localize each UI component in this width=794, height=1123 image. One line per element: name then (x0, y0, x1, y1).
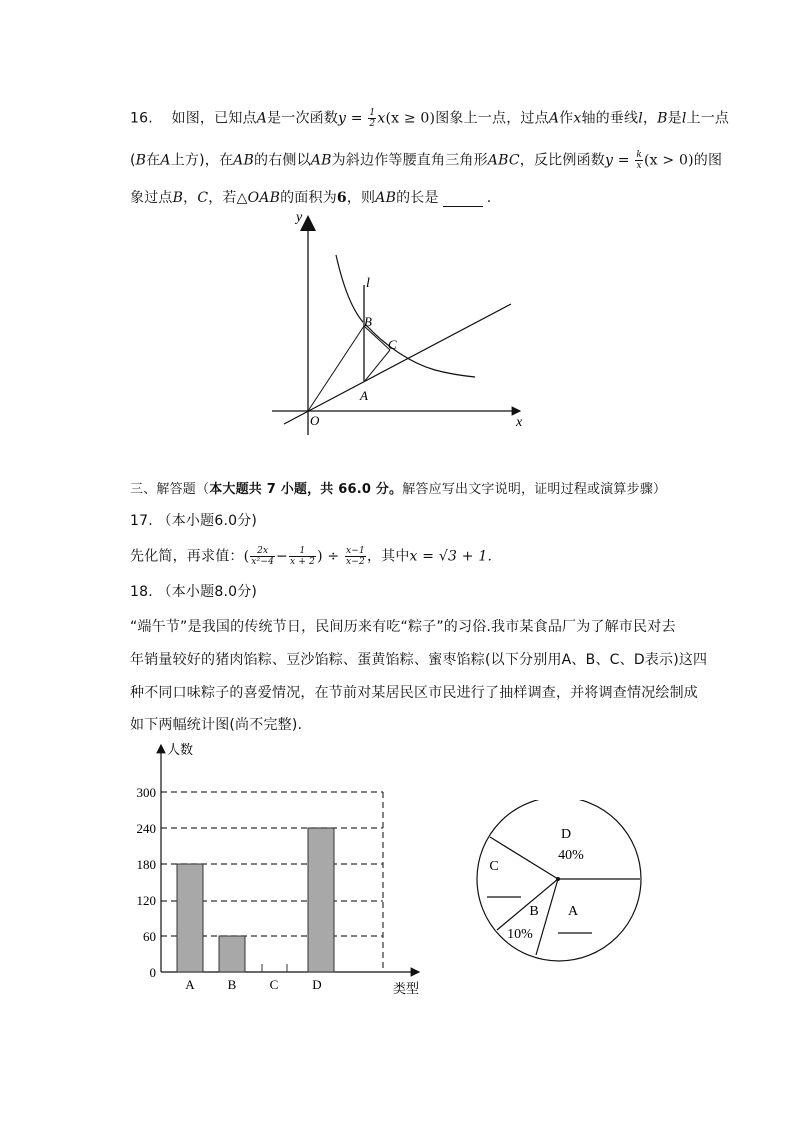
bar-D (308, 828, 334, 972)
label-A: A (360, 388, 368, 403)
q16-number: 16. (130, 110, 153, 127)
label-y: y (296, 210, 303, 225)
bar-chart (125, 735, 435, 1005)
q16-geometry-figure (260, 205, 540, 435)
svg-text:A: A (185, 977, 195, 992)
segment-AC (364, 350, 390, 382)
label-B: B (364, 314, 372, 329)
svg-text:300: 300 (136, 785, 156, 800)
section-3-header: 三、解答题（本大题共 7 小题，共 66.0 分。解答应写出文字说明，证明过程或演算步骤） (130, 482, 667, 497)
svg-text:C: C (269, 977, 279, 992)
svg-text:120: 120 (136, 893, 156, 908)
q17-header (130, 512, 257, 530)
bar-A (177, 864, 203, 972)
q18-para-line-3: 种不同口味粽子的喜爱情况，在节前对某居民区市民进行了抽样调查，并将调查情况绘制成 (130, 685, 698, 701)
fraction-1-over-x-plus-2: $\frac{1}{x + 2}$ (289, 546, 316, 567)
svg-text:240: 240 (136, 821, 156, 836)
label-x: x (516, 415, 523, 430)
label-C: C (388, 337, 397, 352)
svg-text:180: 180 (136, 857, 156, 872)
bar-x-label: 类型 (393, 981, 420, 996)
q16-line-3: 象过点B，C，若△OAB的面积为6，则AB的长是 . (130, 190, 492, 206)
fraction-2x-over-x2-4: $\frac{2x}{\text{x²−4}}$ (251, 546, 275, 567)
pie-label-C: C (489, 859, 499, 874)
pie-label-D: D (560, 827, 572, 842)
svg-text:0: 0 (149, 965, 156, 980)
pie-pct-B: 10% (507, 927, 533, 942)
svg-text:D: D (312, 977, 322, 992)
q16-line-2: (B在A上方)，在AB的右侧以AB为斜边作等腰直角三角形ABC，反比例函数y = $\frac{k}{x}$ (x > 0)的图 (130, 150, 723, 171)
pie-divider-D-C (490, 837, 558, 879)
bar-B (219, 936, 245, 972)
label-O: O (310, 413, 320, 428)
pie-label-A: A (567, 904, 579, 919)
q18-header (130, 583, 257, 601)
q18-number: 18. (130, 584, 153, 600)
q17-score: （本小题6.0分) (157, 513, 258, 529)
pie-chart (470, 800, 650, 965)
segment-BC (364, 326, 390, 350)
fraction-k-over-x: $\frac{k}{x}$ (636, 150, 642, 171)
q16-line-1: 16. 如图，已知点A是一次函数y = $\frac{1}{2}$ x(x ≥ 0)图象上一点，过点A作x轴的垂线l，B是l上一点 (130, 108, 730, 129)
svg-text:B: B (227, 977, 237, 992)
bar-y-label: 人数 (167, 742, 194, 757)
q17-number: 17. (130, 513, 153, 529)
label-l: l (366, 276, 370, 291)
q18-para-line-1: “端午节”是我国的传统节日，民间历来有吃“粽子”的习俗.我市某食品厂为了解市民对去 (130, 619, 676, 635)
segment-OB (308, 326, 364, 411)
q18-para-line-4: 如下两幅统计图(尚不完整). (130, 717, 303, 733)
fraction-x-1-over-x-2: $\frac{x-1}{x-2}$ (345, 546, 365, 567)
q18-para-line-2: 年销量较好的猪肉馅粽、豆沙馅粽、蛋黄馅粽、蜜枣馅粽(以下分别用A、B、C、D表示)这四 (130, 652, 708, 668)
pie-divider-C-B (497, 879, 558, 930)
hyperbola-curve (336, 255, 475, 377)
fraction-one-half: $\frac{1}{2}$ (369, 108, 376, 129)
pie-divider-B-A (536, 879, 558, 955)
pie-pct-D: 40% (558, 848, 584, 863)
svg-text:60: 60 (143, 929, 156, 944)
pie-label-B: B (529, 904, 539, 919)
linear-function-line (284, 304, 511, 424)
q17-prompt: 先化简，再求值：( $\frac{2x}{\text{x²−4}}$ − $\frac{1}{x + 2}$ ) ÷ $\frac{x-1}{x-2}$ ，其中x = √3 + 1. (130, 546, 493, 567)
q18-score: （本小题8.0分) (157, 584, 258, 600)
